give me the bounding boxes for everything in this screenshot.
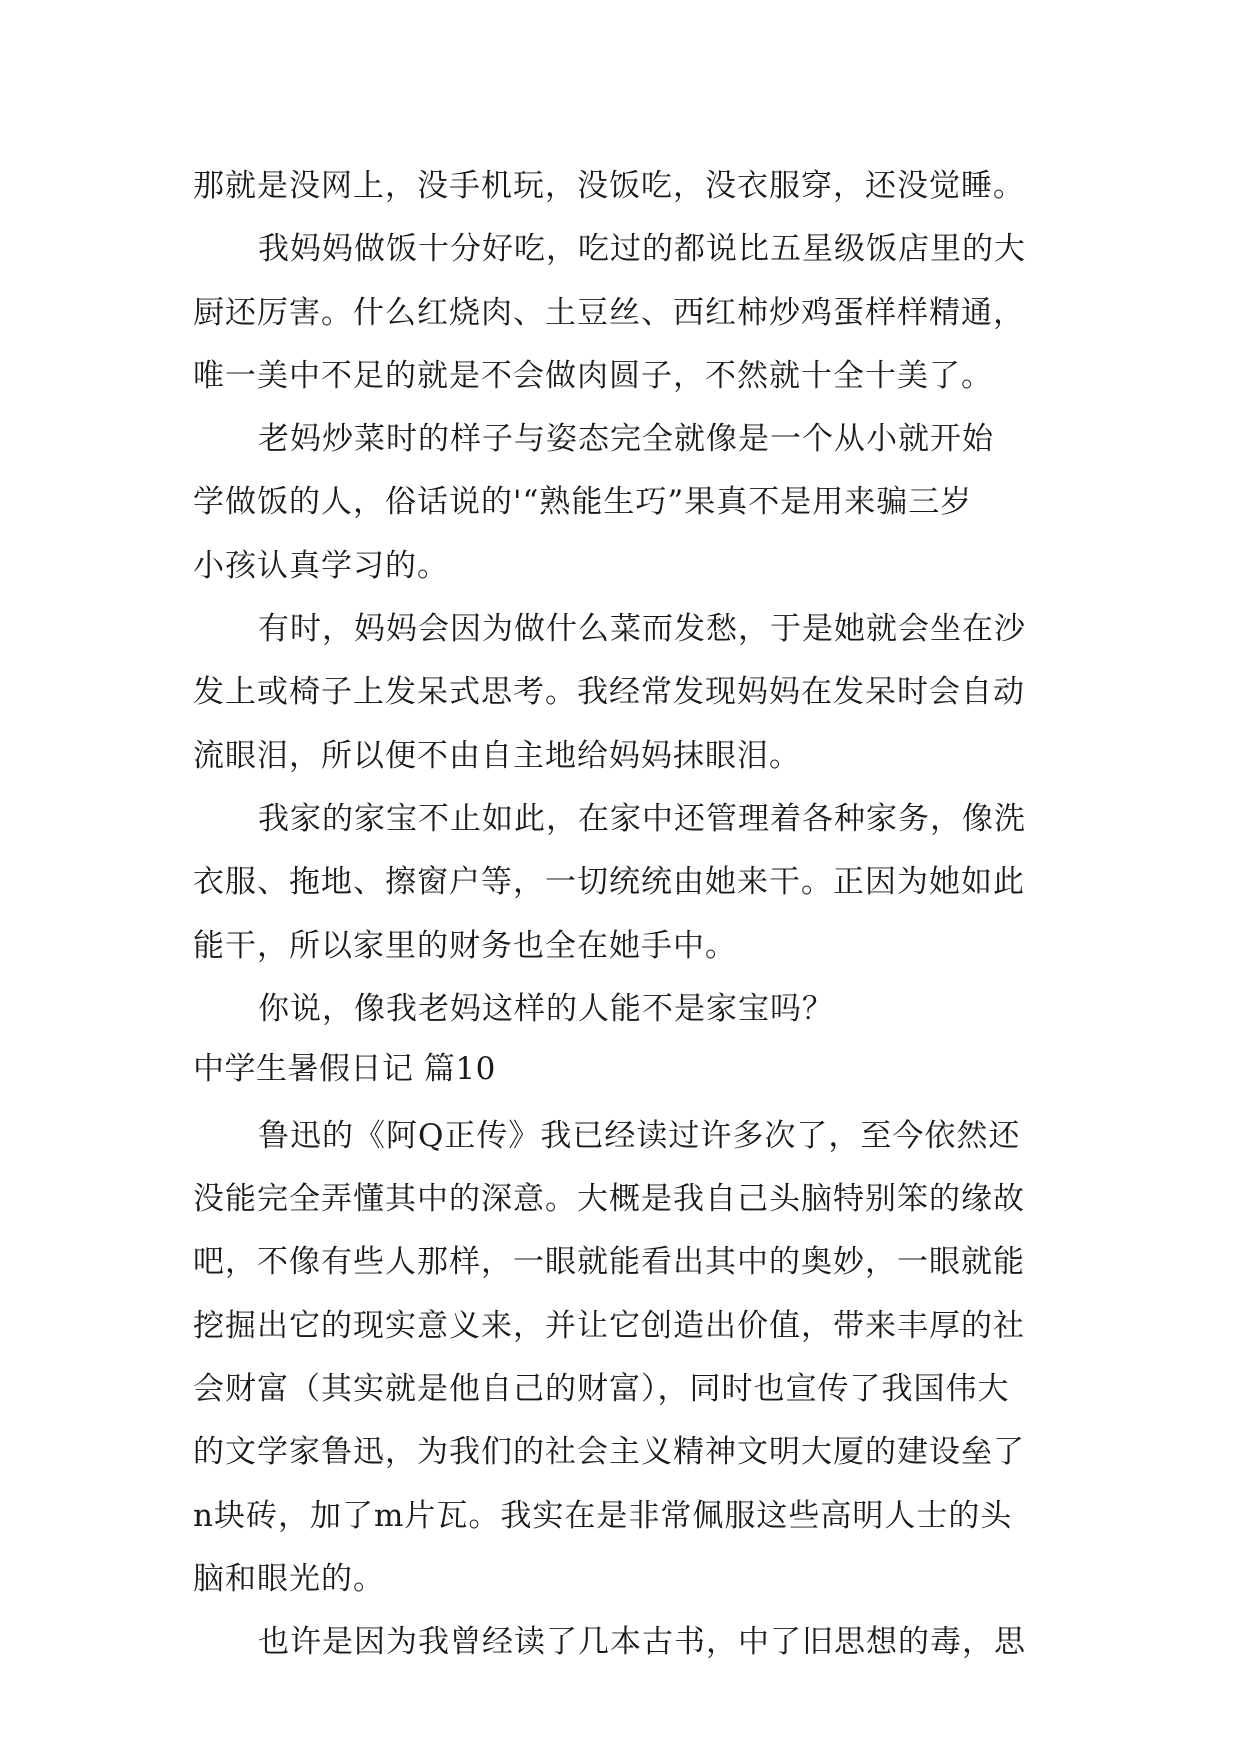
text-line: 吧，不像有些人那样，一眼就能看出其中的奥妙，一眼就能 xyxy=(193,1244,1025,1280)
paragraph-line: 你说，像我老妈这样的人能不是家宝吗？ xyxy=(258,991,834,1027)
text-line: 学做饭的人，俗话说的'“熟能生巧”果真不是用来骗三岁 xyxy=(193,484,973,520)
text-line: 衣服、拖地、擦窗户等，一切统统由她来干。正因为她如此 xyxy=(193,864,1025,900)
text-line: 唯一美中不足的就是不会做肉圆子，不然就十全十美了。 xyxy=(193,358,993,394)
section-heading: 中学生暑假日记 篇10 xyxy=(193,1051,496,1087)
paragraph-line: 我妈妈做饭十分好吃，吃过的都说比五星级饭店里的大 xyxy=(258,231,1026,267)
text-line: 小孩认真学习的。 xyxy=(193,548,449,584)
paragraph-line: 老妈炒菜时的样子与姿态完全就像是一个从小就开始 xyxy=(258,421,994,457)
text-line: 发上或椅子上发呆式思考。我经常发现妈妈在发呆时会自动 xyxy=(193,674,1025,710)
paragraph-line: 也许是因为我曾经读了几本古书，中了旧思想的毒，思 xyxy=(258,1624,1026,1660)
text-line: 挖掘出它的现实意义来，并让它创造出价值，带来丰厚的社 xyxy=(193,1308,1025,1344)
text-line: 脑和眼光的。 xyxy=(193,1561,385,1597)
text-line: n块砖，加了m片瓦。我实在是非常佩服这些高明人士的头 xyxy=(193,1498,1013,1534)
paragraph-line: 我家的家宝不止如此，在家中还管理着各种家务，像洗 xyxy=(258,801,1026,837)
text-line: 厨还厉害。什么红烧肉、土豆丝、西红柿炒鸡蛋样样精通， xyxy=(193,295,1025,331)
text-line: 会财富（其实就是他自己的财富），同时也宣传了我国伟大 xyxy=(193,1371,1010,1407)
text-line: 流眼泪，所以便不由自主地给妈妈抹眼泪。 xyxy=(193,738,801,774)
paragraph-line: 有时，妈妈会因为做什么菜而发愁，于是她就会坐在沙 xyxy=(258,611,1026,647)
text-line: 那就是没网上，没手机玩，没饭吃，没衣服穿，还没觉睡。 xyxy=(193,168,1025,204)
paragraph-line: 鲁迅的《阿Q正传》我已经读过许多次了，至今依然还 xyxy=(258,1118,1021,1154)
text-line: 的文学家鲁迅，为我们的社会主义精神文明大厦的建设垒了 xyxy=(193,1434,1025,1470)
text-line: 能干，所以家里的财务也全在她手中。 xyxy=(193,928,737,964)
text-line: 没能完全弄懂其中的深意。大概是我自己头脑特别笨的缘故 xyxy=(193,1181,1025,1217)
